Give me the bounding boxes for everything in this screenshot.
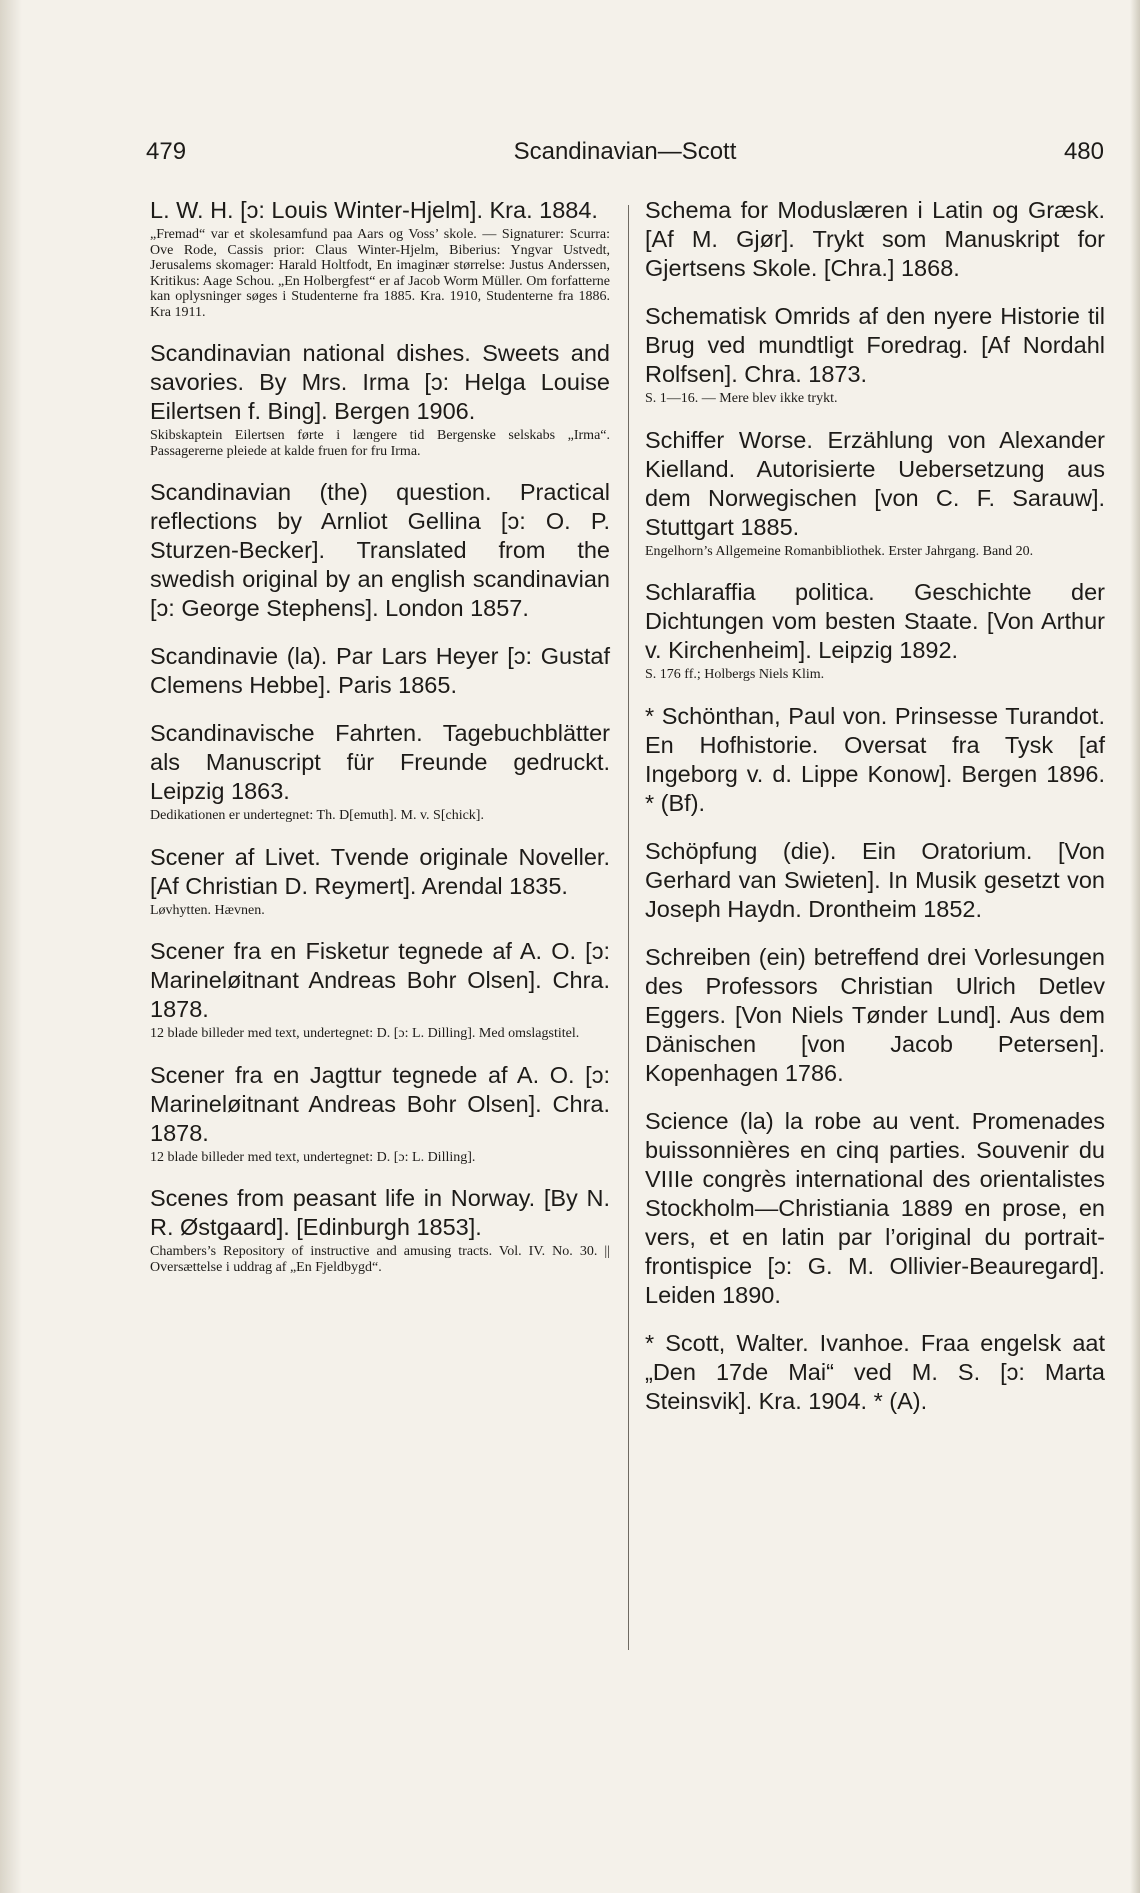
catalog-entry xyxy=(645,702,1105,818)
catalog-entry xyxy=(645,837,1105,924)
entry-title: * Schönthan, Paul von. Prinsesse Turandot. En Hofhistorie. Oversat fra Tysk [af Ingeborg v. d. Lippe Konow]. Bergen 1896. * (Bf). xyxy=(645,702,1105,816)
catalog-entry xyxy=(150,843,610,919)
entry-title: Scandinavian (the) question. Practical reflections by Arnliot Gellina [ɔ: O. P. Sturzen-Becker]. Translated from the swedish original by an english scandinavian [ɔ: George Stephens]. London 1857. xyxy=(150,479,610,621)
entry-title: Schlaraffia politica. Geschichte der Dichtungen vom besten Staate. [Von Arthur v. Kirchenheim]. Leipzig 1892. xyxy=(645,579,1105,663)
entry-note: Chambers’s Repository of instructive and amusing tracts. Vol. IV. No. 30. || Oversættelse i uddrag af „En Fjeldbygd“. xyxy=(150,1244,610,1275)
entry-title: Schiffer Worse. Erzählung von Alexander Kielland. Autorisierte Uebersetzung aus dem Norwegischen [von C. F. Sarauw]. Stuttgart 1885. xyxy=(645,426,1105,540)
entry-title: Scandinavische Fahrten. Tagebuchblätter als Manuscript für Freunde gedruckt. Leipzig 1863. xyxy=(150,720,610,804)
entry-note: Skibskaptein Eilertsen førte i længere tid Bergenske selskabs „Irma“. Passagererne pleiede at kalde fruen for fru Irma. xyxy=(150,428,610,459)
entry-note: Engelhorn’s Allgemeine Romanbibliothek. Erster Jahrgang. Band 20. xyxy=(645,543,1034,559)
catalog-entry xyxy=(150,478,610,623)
column-divider xyxy=(628,205,629,1650)
entry-title: Scener fra en Jagttur tegnede af A. O. [ɔ: Marineløitnant Andreas Bohr Olsen]. Chra. 1878. xyxy=(150,1061,610,1146)
catalog-entry xyxy=(150,339,610,459)
page-number-right: 480 xyxy=(1063,138,1104,165)
page-edge-right xyxy=(1130,0,1140,1893)
catalog-entry xyxy=(645,426,1105,560)
entry-title: Scandinavie (la). Par Lars Heyer [ɔ: Gustaf Clemens Hebbe]. Paris 1865. xyxy=(150,643,610,698)
page-number-left: 479 xyxy=(146,138,187,165)
entry-title: Schöpfung (die). Ein Oratorium. [Von Gerhard van Swieten]. In Musik gesetzt von Joseph Haydn. Drontheim 1852. xyxy=(645,837,1105,922)
entry-title: Schema for Moduslæren i Latin og Græsk. [Af M. Gjør]. Trykt som Manuskript for Gjertsens Skole. [Chra.] 1868. xyxy=(645,197,1105,281)
entry-title: Scandinavian national dishes. Sweets and savories. By Mrs. Irma [ɔ: Helga Louise Eilertsen f. Bing]. Bergen 1906. xyxy=(150,340,610,424)
entry-note: Løvhytten. Hævnen. xyxy=(150,902,265,918)
catalog-entry xyxy=(645,578,1105,683)
catalog-entry xyxy=(645,196,1105,283)
entry-note: 12 blade billeder med text, undertegnet: D. [ɔ: L. Dilling]. xyxy=(150,1149,476,1165)
entry-title: Schreiben (ein) betreffend drei Vorlesungen des Professors Christian Ulrich Detlev Eggers. [Von Niels Tønder Lund]. Aus dem Dänischen [von Jacob Petersen]. Kopenhagen 1786. xyxy=(645,943,1105,1086)
catalog-entry xyxy=(150,642,610,700)
catalog-entry xyxy=(150,937,610,1042)
entry-note: 12 blade billeder med text, undertegnet: D. [ɔ: L. Dilling]. Med omslagstitel. xyxy=(150,1026,580,1041)
page-edge-left xyxy=(0,0,22,1893)
entry-title: Science (la) la robe au vent. Promenades buissonnières en cinq parties. Souvenir du VIIIe congrès international des orientalistes Stockholm—Christiania 1889 en prose, en vers, et en latin par l’original du portrait-frontispice [ɔ: G. M. Ollivier-Beauregard]. Leiden 1890. xyxy=(645,1107,1105,1308)
catalog-entry xyxy=(645,1329,1105,1416)
entry-title: Scener fra en Fisketur tegnede af A. O. [ɔ: Marineløitnant Andreas Bohr Olsen]. Chra. 1878. xyxy=(150,938,610,1022)
entry-title: L. W. H. [ɔ: Louis Winter-Hjelm]. Kra. 1884. xyxy=(150,197,598,223)
entry-title: Scener af Livet. Tvende originale Noveller. [Af Christian D. Reymert]. Arendal 1835. xyxy=(150,843,610,899)
left-column xyxy=(150,196,610,1294)
catalog-entry xyxy=(645,943,1105,1088)
entry-title: Scenes from peasant life in Norway. [By N. R. Østgaard]. [Edinburgh 1853]. xyxy=(150,1185,610,1240)
entry-title: Schematisk Omrids af den nyere Historie til Brug ved mundtligt Foredrag. [Af Nordahl Rolfsen]. Chra. 1873. xyxy=(645,303,1105,387)
catalog-entry xyxy=(645,1107,1105,1310)
catalog-entry xyxy=(150,1184,610,1275)
entry-note: S. 1—16. — Mere blev ikke trykt. xyxy=(645,391,838,406)
catalog-entry xyxy=(150,1061,610,1166)
catalog-entry xyxy=(150,719,610,824)
entry-title: * Scott, Walter. Ivanhoe. Fraa engelsk aat „Den 17de Mai“ ved M. S. [ɔ: Marta Steinsvik]. Kra. 1904. * (A). xyxy=(645,1329,1105,1414)
running-head xyxy=(146,138,1104,178)
entry-note: S. 176 ff.; Holbergs Niels Klim. xyxy=(645,667,825,682)
entry-note: „Fremad“ var et skolesamfund paa Aars og Voss’ skole. — Signaturer: Scurra: Ove Rode, Cassis prior: Claus Winter-Hjelm, Biberius: Yngvar Ustvedt, Jerusalems skomager: Harald Holtfodt, En imaginær størrelse: Justus Anderssen, Kritikus: Aage Schou. „En Holbergfest“ er af Jacob Worm Müller. Om forfatterne kan oplysninger søges i Studenterne fra 1885. Kra. 1910, Studenterne fra 1886. Kra 1911. xyxy=(150,227,610,320)
catalog-entry xyxy=(150,196,610,320)
running-title: Scandinavian—Scott xyxy=(513,138,737,165)
right-column xyxy=(645,196,1105,1435)
catalog-entry xyxy=(645,302,1105,407)
entry-note: Dedikationen er undertegnet: Th. D[emuth]. M. v. S[chick]. xyxy=(150,808,484,823)
